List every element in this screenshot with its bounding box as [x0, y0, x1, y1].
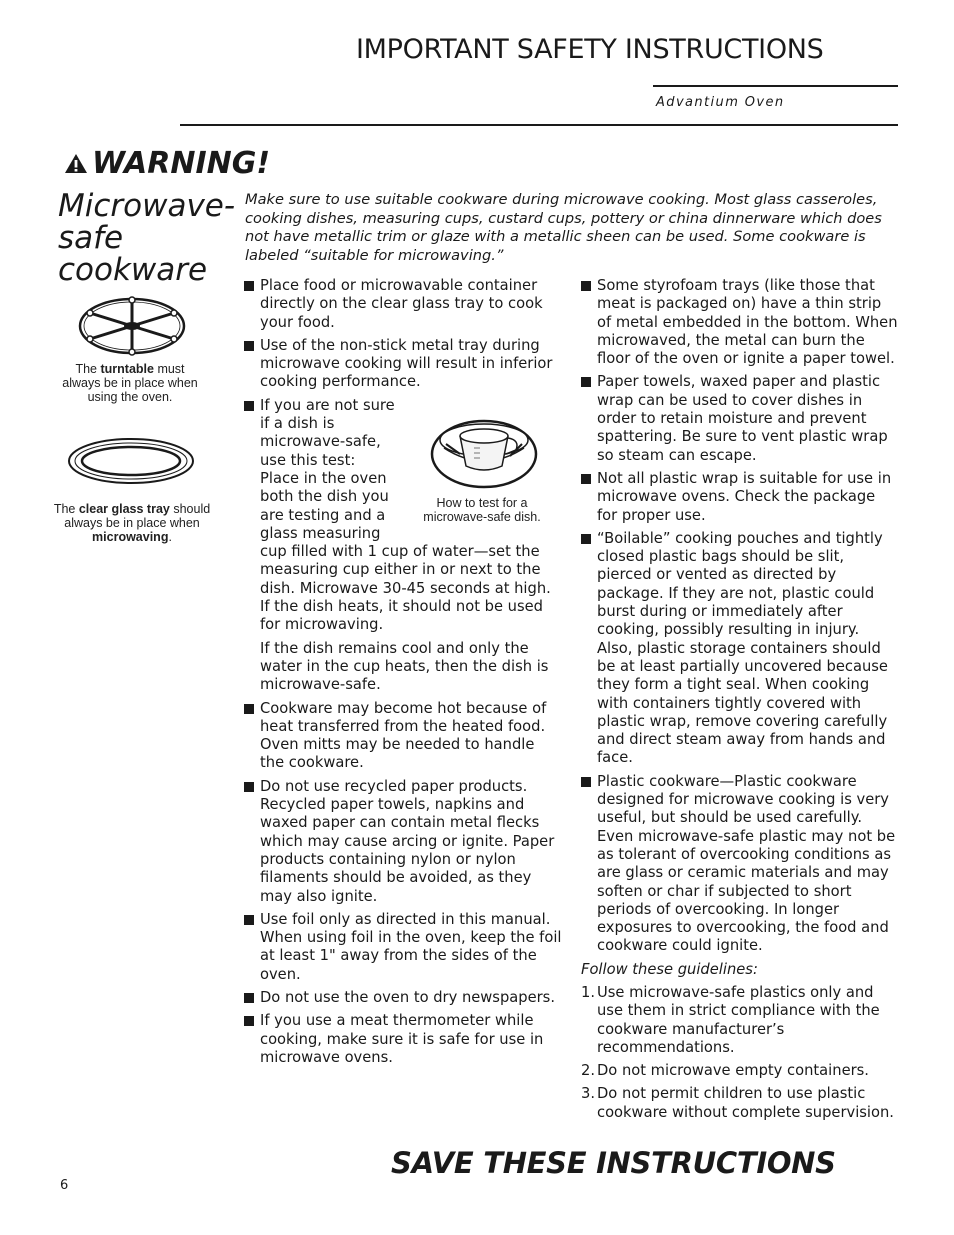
section-title-line: safe — [58, 220, 124, 256]
list-item: “Boilable” cooking pouches and tightly closed plastic bags should be slit, pierced or vented as directed by package. If they are not, plastic could burst during or immediately after cooking, possibly resulting in injury. Also, plastic storage containers should be at least partially uncovered because they form a tight seal. When cooking with containers tightly covered with plastic wrap, remove covering carefully and direct steam away from hands and face. — [581, 530, 899, 768]
save-instructions-footer: SAVE THESE INSTRUCTIONS — [391, 1146, 836, 1180]
list-item: Do not use the oven to dry newspapers. — [244, 989, 562, 1007]
list-item: If you use a meat thermometer while cooking, make sure it is safe for use in microwave ovens. — [244, 1012, 562, 1067]
dish-test-illustration — [430, 414, 538, 490]
list-item: Use of the non-stick metal tray during microwave cooking will result in inferior cooking performance. — [244, 337, 562, 392]
list-item: Plastic cookware—Plastic cookware designed for microwave cooking is very useful, but should be used carefully. Even microwave-safe plastic may not be as tolerant of overcooking conditions as are glass or ceramic materials and may soften or char if subjected to short periods of overcooking. In longer exposures to overcooking, the food and cookware could ignite. — [581, 773, 899, 956]
dish-test-caption: How to test for a microwave-safe dish. — [423, 496, 541, 524]
page-header-title: IMPORTANT SAFETY INSTRUCTIONS — [356, 34, 824, 65]
right-column — [581, 277, 899, 1127]
list-item: Place food or microwavable container directly on the clear glass tray to cook your food. — [244, 277, 562, 332]
section-title-line: Microwave- — [58, 188, 236, 224]
list-item: Do not use recycled paper products. Recycled paper towels, napkins and waxed paper can contain metal flecks which may cause arcing or ignite. Paper products containing nylon or nylon filaments should be avoided, as they may also ignite. — [244, 778, 562, 906]
header-long-rule — [180, 124, 898, 126]
warning-triangle-icon — [64, 153, 88, 174]
intro-paragraph: Make sure to use suitable cookware during microwave cooking. Most glass casseroles, cooking dishes, measuring cups, custard cups, pottery or china dinnerware which does not have metallic trim or glaze with a metallic sheen can be used. Some cookware is labeled “suitable for microwaving.” — [245, 191, 882, 264]
guideline-item: 3. Do not permit children to use plastic cookware without complete supervision. — [581, 1085, 894, 1121]
section-title — [58, 190, 238, 286]
list-item: Paper towels, waxed paper and plastic wrap can be used to cover dishes in order to retain moisture and prevent spattering. Be sure to vent plastic wrap so steam can escape. — [581, 373, 899, 464]
list-item: Cookware may become hot because of heat transferred from the heated food. Oven mitts may be needed to handle the cookware. — [244, 700, 562, 773]
list-item: Not all plastic wrap is suitable for use in microwave ovens. Check the package for proper use. — [581, 470, 899, 525]
turntable-caption: The turntable must always be in place when using the oven. — [62, 362, 198, 404]
guideline-item: 2. Do not microwave empty containers. — [581, 1062, 869, 1080]
guideline-item: 1. Use microwave-safe plastics only and use them in strict compliance with the cookware manufacturer’s recommendations. — [581, 983, 880, 1056]
list-item: Some styrofoam trays (like those that meat is packaged on) have a thin strip of metal embedded in the bottom. When microwaved, the metal can burn the floor of the oven or ignite a paper towel. — [581, 277, 899, 368]
warning-label: WARNING! — [92, 146, 271, 181]
glass-tray-caption: The clear glass tray should always be in place when microwaving. — [53, 502, 211, 544]
header-subtitle: Advantium Oven — [656, 95, 785, 110]
header-short-rule — [653, 85, 898, 87]
list-item: If you are not sure if a dish is microwave-safe, use this test: Place in the oven both the dish you are testing and a glass measuring cup filled with 1 cup of water—set the measuring cup either in or next to the dish. Microwave 30-45 seconds at high. If the dish heats, it should not be used for microwaving. — [244, 397, 562, 635]
guidelines-intro: Follow these guidelines: — [581, 960, 758, 978]
left-column — [244, 277, 562, 1072]
warning-heading — [64, 146, 270, 181]
list-item: Use foil only as directed in this manual. When using foil in the oven, keep the foil at least 1" away from the sides of the oven. — [244, 911, 562, 984]
list-item: If the dish remains cool and only the water in the cup heats, then the dish is microwave-safe. — [260, 639, 549, 694]
page-number: 6 — [60, 1178, 69, 1193]
turntable-illustration — [77, 296, 187, 360]
section-title-line: cookware — [58, 252, 208, 288]
glass-tray-illustration — [67, 437, 195, 487]
